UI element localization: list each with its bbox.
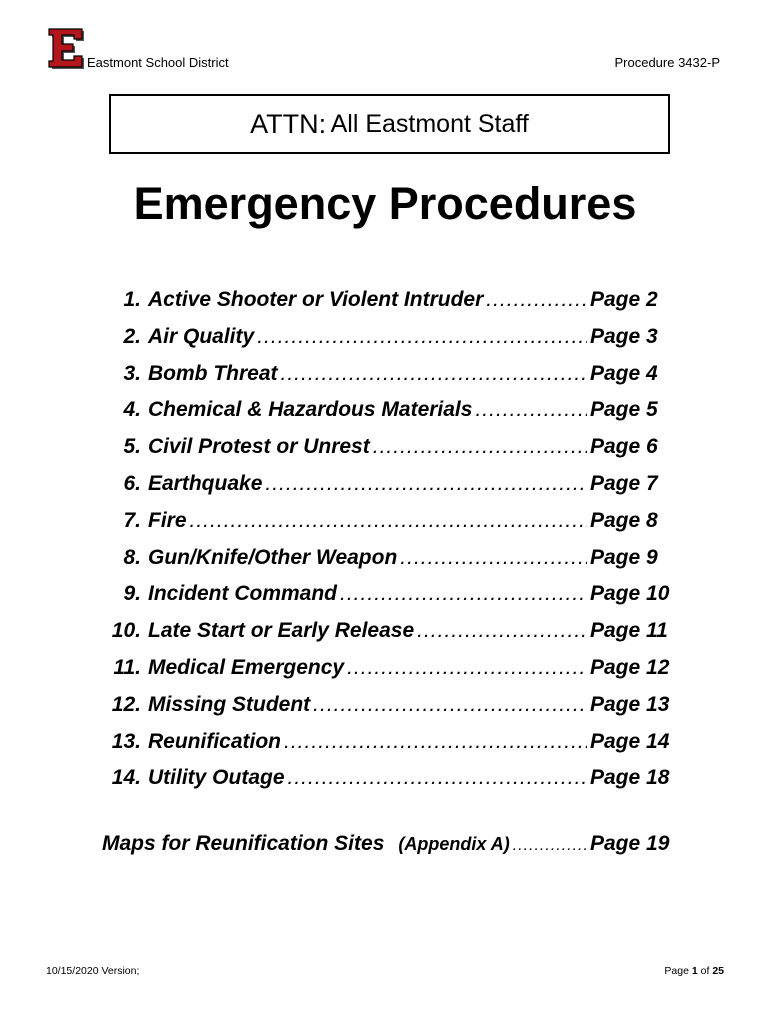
toc-item-title: Gun/Knife/Other Weapon <box>148 545 398 569</box>
leader-dots <box>281 362 587 386</box>
table-of-contents <box>100 288 678 803</box>
toc-item-title: Utility Outage <box>148 766 285 790</box>
toc-item-number: 3. <box>123 361 141 385</box>
footer-version: 10/15/2020 Version; <box>46 965 140 977</box>
leader-dots <box>265 472 587 496</box>
leader-dots <box>417 619 587 643</box>
toc-item <box>100 509 678 546</box>
toc-item <box>100 472 678 509</box>
toc-item-page: Page 14 <box>590 729 670 753</box>
toc-item <box>100 362 678 399</box>
toc-item-number: 1. <box>123 288 141 311</box>
toc-item <box>100 546 678 583</box>
leader-dots <box>288 766 587 790</box>
toc-item-title: Air Quality <box>148 324 255 348</box>
leader-dots <box>486 288 587 312</box>
toc-item-page: Page 6 <box>590 435 658 459</box>
toc-item <box>100 730 678 767</box>
toc-item-page: Page 3 <box>590 324 658 348</box>
toc-item-title: Active Shooter or Violent Intruder <box>148 288 484 311</box>
leader-dots <box>513 837 587 855</box>
toc-item-page: Page 8 <box>590 508 658 532</box>
toc-item-page: Page 11 <box>590 619 668 643</box>
appendix-title: Maps for Reunification Sites <box>102 832 385 855</box>
toc-item-page: Page 4 <box>590 361 658 385</box>
toc-item-number: 13. <box>111 729 141 753</box>
footer-page-count: Page 1 of 25 <box>664 965 724 977</box>
leader-dots <box>373 435 587 459</box>
toc-item <box>100 325 678 362</box>
toc-item-title: Reunification <box>148 729 282 753</box>
toc-item-title: Medical Emergency <box>148 655 345 679</box>
leader-dots <box>400 546 587 570</box>
leader-dots <box>257 325 587 349</box>
toc-item-page: Page 2 <box>590 288 658 311</box>
toc-item-page: Page 7 <box>590 471 658 495</box>
toc-item-number: 6. <box>123 471 141 495</box>
toc-item-title: Fire <box>148 508 187 532</box>
toc-item-page: Page 10 <box>590 582 670 606</box>
toc-item-number: 8. <box>123 545 141 569</box>
toc-item-page: Page 13 <box>590 692 670 716</box>
appendix-sub: (Appendix A) <box>398 834 510 854</box>
toc-item-number: 2. <box>123 324 141 348</box>
leader-dots <box>313 693 587 717</box>
leader-dots <box>284 730 587 754</box>
leader-dots <box>347 656 587 680</box>
attn-audience: All Eastmont Staff <box>330 109 529 138</box>
toc-item-title: Late Start or Early Release <box>148 619 415 643</box>
toc-item-number: 11. <box>113 655 141 679</box>
attn-label: ATTN: <box>250 108 327 139</box>
toc-item <box>100 288 678 325</box>
toc-item <box>100 693 678 730</box>
toc-item-number: 14. <box>111 766 141 790</box>
toc-item-page: Page 18 <box>590 766 670 790</box>
toc-item-title: Bomb Threat <box>148 361 278 385</box>
toc-item-number: 12. <box>111 692 141 716</box>
toc-item-title: Earthquake <box>148 471 263 495</box>
attn-banner <box>109 94 670 154</box>
toc-item <box>100 582 678 619</box>
toc-item-number: 4. <box>123 398 141 422</box>
leader-dots <box>340 582 587 606</box>
toc-item <box>100 435 678 472</box>
toc-item <box>100 398 678 435</box>
toc-item-number: 10. <box>111 619 141 643</box>
toc-item <box>100 656 678 693</box>
appendix-entry <box>102 832 678 856</box>
toc-item-number: 9. <box>123 582 141 606</box>
procedure-number: Procedure 3432-P <box>614 55 720 70</box>
page-title: Emergency Procedures <box>133 178 637 229</box>
toc-item-title: Civil Protest or Unrest <box>148 435 370 459</box>
toc-item-number: 5. <box>123 435 141 459</box>
appendix-page: Page 19 <box>590 832 670 855</box>
toc-item-title: Missing Student <box>148 692 311 716</box>
toc-item-title: Chemical & Hazardous Materials <box>148 398 473 422</box>
toc-item <box>100 619 678 656</box>
leader-dots <box>190 509 587 533</box>
toc-item-page: Page 12 <box>590 655 670 679</box>
toc-item <box>100 766 678 803</box>
leader-dots <box>475 398 587 422</box>
toc-item-page: Page 5 <box>590 398 658 422</box>
toc-item-number: 7. <box>123 508 141 532</box>
district-name: Eastmont School District <box>87 55 229 70</box>
eastmont-e-logo <box>48 28 86 70</box>
toc-item-page: Page 9 <box>590 545 658 569</box>
toc-item-title: Incident Command <box>148 582 338 606</box>
